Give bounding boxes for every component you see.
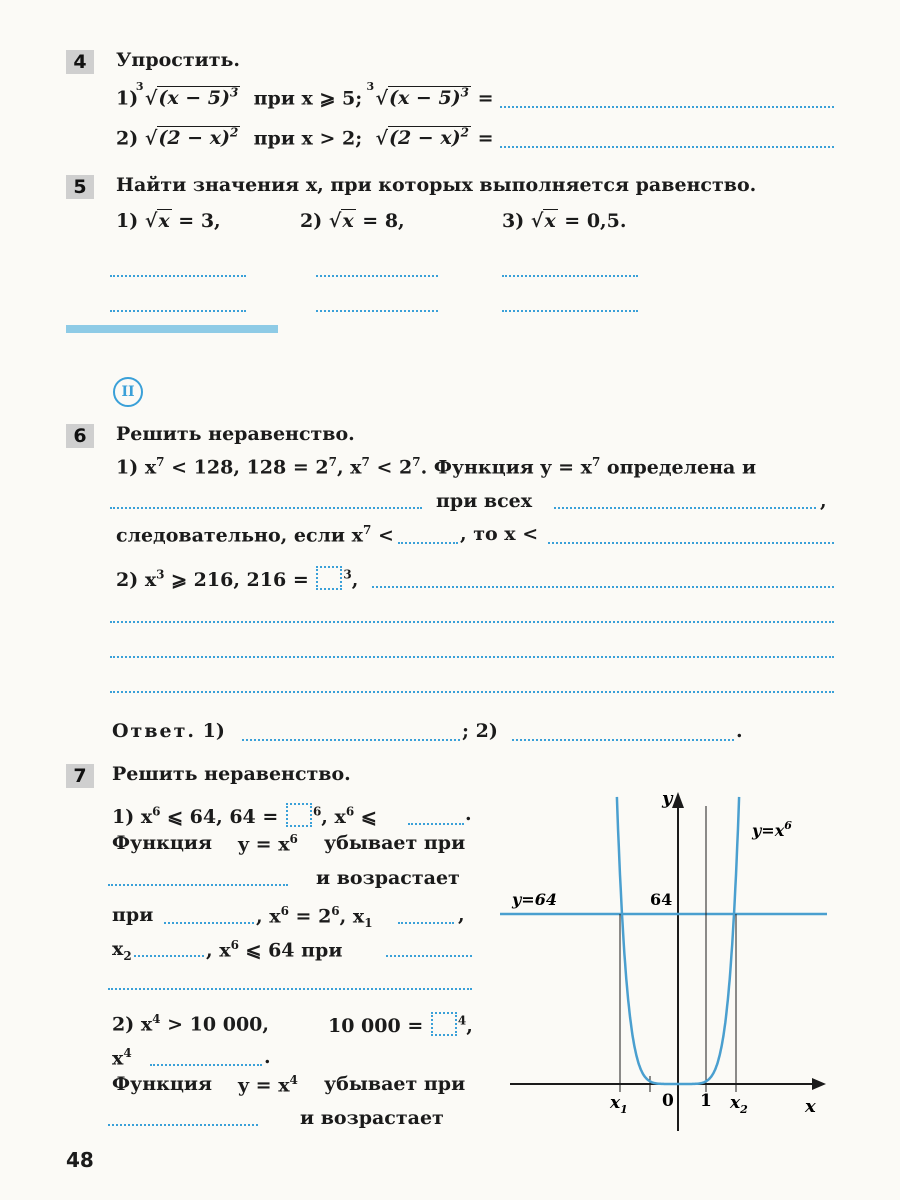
answer-blank-5-3a[interactable]	[502, 275, 638, 277]
answer-blank-5-2a[interactable]	[316, 275, 438, 277]
answer-box-7-2[interactable]	[431, 1012, 457, 1036]
answer-blank-7-1e[interactable]	[134, 955, 204, 957]
answer-blank-6-ans1[interactable]	[242, 739, 460, 741]
square-root-expression: $√(2 - x)^2$	[144, 126, 239, 150]
answer-blank-7-1g[interactable]	[108, 988, 472, 990]
task-5-eq-1: 1) √x = 3,	[116, 210, 221, 232]
graph-y-x6	[500, 786, 840, 1146]
task-5-eq-3: 3) √x = 0,5.	[502, 210, 627, 232]
task-5-title: Найти значения x, при которых выполняется равенство.	[116, 174, 757, 196]
task-4-line-2: 2) $√(2 - x)^2$ при x > 2; $√(2 - x)^2$ =	[116, 126, 494, 150]
level-label: 64	[650, 890, 673, 909]
x-axis-label: x	[805, 1096, 816, 1117]
answer-blank-4-2[interactable]	[500, 146, 834, 148]
task-number-6: 6	[66, 424, 94, 448]
answer-blank-5-3b[interactable]	[502, 310, 638, 312]
answer-box-7-1[interactable]	[286, 803, 312, 827]
one-label: 1	[700, 1091, 712, 1111]
task-7-line-1: 1) $x^6$ ⩽ 64, 64 = $^6$, $x^6$ ⩽	[112, 804, 377, 828]
origin-label: 0	[662, 1091, 674, 1111]
answer-blank-6-2a[interactable]	[372, 586, 834, 588]
answer-blank-7-1d[interactable]	[398, 922, 454, 924]
answer-blank-6-1d[interactable]	[548, 542, 834, 544]
answer-blank-7-2a[interactable]	[150, 1064, 262, 1066]
section-divider-bar	[66, 325, 278, 333]
y-axis-arrow-icon	[672, 792, 684, 808]
cube-root-expression-2: 3 $√(x - 5)^3$	[366, 80, 470, 110]
answer-blank-5-2b[interactable]	[316, 310, 438, 312]
line-label: y=64	[512, 890, 557, 909]
curve-label: $y=x^6$	[752, 819, 792, 840]
page-number: 48	[66, 1148, 94, 1172]
answer-blank-5-1b[interactable]	[110, 310, 246, 312]
task-7-title: Решить неравенство.	[112, 763, 351, 785]
answer-blank-6-1b[interactable]	[554, 507, 816, 509]
answer-blank-6-2b[interactable]	[110, 621, 834, 623]
task-6-title: Решить неравенство.	[116, 423, 355, 445]
task-5-eq-2: 2) √x = 8,	[300, 210, 405, 232]
x1-label: $x_1$	[610, 1093, 628, 1116]
x-axis-arrow-icon	[812, 1078, 826, 1090]
answer-blank-6-2d[interactable]	[110, 691, 834, 693]
task-6-line-3: следовательно, если $x^7$ <	[116, 523, 394, 547]
answer-blank-6-1a[interactable]	[110, 507, 422, 509]
task-6-answer: Ответ. 1)	[112, 720, 225, 742]
answer-blank-5-1a[interactable]	[110, 275, 246, 277]
answer-blank-7-1b[interactable]	[108, 884, 288, 886]
answer-blank-6-ans2[interactable]	[512, 739, 734, 741]
cube-root-expression: 3 $√(x - 5)^3$	[135, 80, 239, 110]
y-axis-label: y	[662, 788, 673, 809]
answer-blank-6-1c[interactable]	[398, 542, 458, 544]
task-6-line-1: 1) $x^7 < 128$, $128 = 2^7$, $x^7 < 2^7$. Функция $y = x^7$ определена и	[116, 455, 757, 479]
task-number-7: 7	[66, 764, 94, 788]
x2-label: $x_2$	[730, 1093, 748, 1116]
task-number-4: 4	[66, 50, 94, 74]
section-marker: II	[113, 377, 143, 407]
answer-blank-7-1c[interactable]	[164, 922, 254, 924]
answer-box-6[interactable]	[316, 566, 342, 590]
answer-blank-7-1a[interactable]	[408, 823, 464, 825]
task-6-line-4: 2) $x^3$ ⩾ 216, 216 = $^3$,	[116, 567, 359, 591]
task-4-title: Упростить.	[116, 49, 241, 71]
task-6-pri-vseh: при всех	[436, 490, 533, 512]
answer-blank-7-1f[interactable]	[386, 955, 472, 957]
answer-blank-7-2b[interactable]	[108, 1124, 258, 1126]
answer-blank-6-2c[interactable]	[110, 656, 834, 658]
square-root-expression-2: $√(2 - x)^2$	[375, 126, 470, 150]
task-4-line-1: 1) 3 $√(x - 5)^3$ при x ⩾ 5; 3 $√(x - 5)^3$ =	[116, 80, 494, 110]
answer-blank-4-1[interactable]	[500, 106, 834, 108]
task-number-5: 5	[66, 175, 94, 199]
